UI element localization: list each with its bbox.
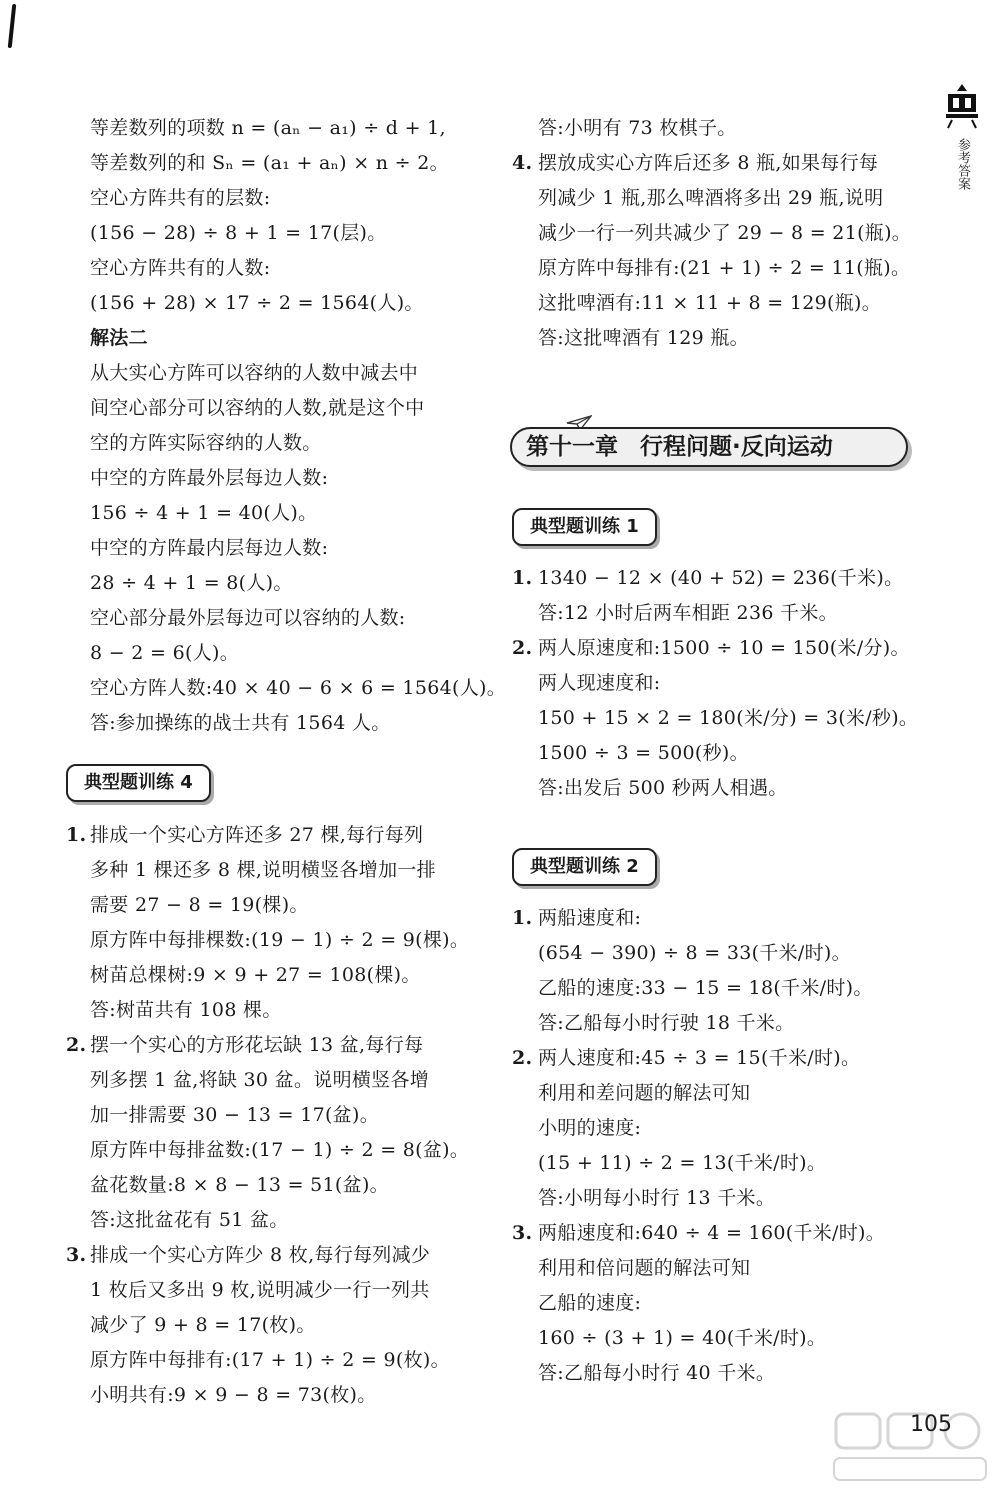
answer-line: 答:12 小时后两车相距 236 千米。 xyxy=(538,602,838,624)
text-line: 原方阵中每排棵数:(19 − 1) ÷ 2 = 9(棵)。 xyxy=(90,929,470,951)
text-line: 空心部分最外层每边可以容纳的人数: xyxy=(90,607,406,629)
text-line: 28 ÷ 4 + 1 = 8(人)。 xyxy=(90,572,293,594)
item-number: 3. xyxy=(66,1244,87,1266)
chapter-heading xyxy=(510,427,908,467)
formula-line: 等差数列的项数 n = (aₙ − a₁) ÷ d + 1, xyxy=(90,117,446,139)
text-line: (156 − 28) ÷ 8 + 1 = 17(层)。 xyxy=(90,222,387,244)
text-line: 8 − 2 = 6(人)。 xyxy=(90,642,239,664)
text-line: 中空的方阵最内层每边人数: xyxy=(90,537,329,559)
text-line: 156 ÷ 4 + 1 = 40(人)。 xyxy=(90,502,318,524)
text-line: 中空的方阵最外层每边人数: xyxy=(90,467,329,489)
text-line: 间空心部分可以容纳的人数,就是这个中 xyxy=(90,397,425,419)
text-line: 两人原速度和:1500 ÷ 10 = 150(米/分)。 xyxy=(538,637,910,659)
chapter-number: 第十一章 xyxy=(526,434,618,460)
text-line: 摆一个实心的方形花坛缺 13 盆,每行每 xyxy=(90,1034,424,1056)
section-title-2: 典型题训练 2 xyxy=(512,848,657,886)
text-line: 从大实心方阵可以容纳的人数中减去中 xyxy=(90,362,419,384)
text-line: 两人速度和:45 ÷ 3 = 15(千米/时)。 xyxy=(538,1047,861,1069)
text-line: 1500 ÷ 3 = 500(秒)。 xyxy=(538,742,749,764)
text-line: 乙船的速度:33 − 15 = 18(千米/时)。 xyxy=(538,977,873,999)
item-number: 1. xyxy=(66,824,87,846)
text-line: 两人现速度和: xyxy=(538,672,661,694)
text-line: 列减少 1 瓶,那么啤酒将多出 29 瓶,说明 xyxy=(538,187,884,209)
text-line: 树苗总棵树:9 × 9 + 27 = 108(棵)。 xyxy=(90,964,421,986)
item-number: 2. xyxy=(66,1034,87,1056)
text-line: 空心方阵共有的人数: xyxy=(90,257,271,279)
text-line: 排成一个实心方阵还多 27 棵,每行每列 xyxy=(90,824,424,846)
text-line: 利用和倍问题的解法可知 xyxy=(538,1257,751,1279)
item-number: 1. xyxy=(512,567,533,589)
text-line: 原方阵中每排盆数:(17 − 1) ÷ 2 = 8(盆)。 xyxy=(90,1139,470,1161)
chapter-title: 行程问题·反向运动 xyxy=(640,434,833,460)
answer-line: 答:小明有 73 枚棋子。 xyxy=(538,117,737,139)
text-line: 利用和差问题的解法可知 xyxy=(538,1082,751,1104)
formula-line: 等差数列的和 Sₙ = (a₁ + aₙ) × n ÷ 2。 xyxy=(90,152,449,174)
text-line: 160 ÷ (3 + 1) = 40(千米/时)。 xyxy=(538,1327,827,1349)
text-line: (156 + 28) × 17 ÷ 2 = 1564(人)。 xyxy=(90,292,424,314)
text-line: 需要 27 − 8 = 19(棵)。 xyxy=(90,894,309,916)
text-line: 乙船的速度: xyxy=(538,1292,642,1314)
text-line: 小明的速度: xyxy=(538,1117,642,1139)
answer-line: 答:乙船每小时行驶 18 千米。 xyxy=(538,1012,795,1034)
text-line: 空心方阵人数:40 × 40 − 6 × 6 = 1564(人)。 xyxy=(90,677,507,699)
text-line: (654 − 390) ÷ 8 = 33(千米/时)。 xyxy=(538,942,851,964)
text-line: 1340 − 12 × (40 + 52) = 236(千米)。 xyxy=(538,567,904,589)
item-number: 3. xyxy=(512,1222,533,1244)
text-line: 两船速度和:640 ÷ 4 = 160(千米/时)。 xyxy=(538,1222,886,1244)
edge-mark xyxy=(8,4,17,48)
text-line: 这批啤酒有:11 × 11 + 8 = 129(瓶)。 xyxy=(538,292,882,314)
text-line: 盆花数量:8 × 8 − 13 = 51(盆)。 xyxy=(90,1174,389,1196)
item-number: 2. xyxy=(512,637,533,659)
answer-line: 答:出发后 500 秒两人相遇。 xyxy=(538,777,788,799)
item-number: 2. xyxy=(512,1047,533,1069)
answer-line: 答:参加操练的战士共有 1564 人。 xyxy=(90,712,391,734)
text-line: 摆放成实心方阵后还多 8 瓶,如果每行每 xyxy=(538,152,879,174)
text-line: 小明共有:9 × 9 − 8 = 73(枚)。 xyxy=(90,1384,377,1406)
side-label: 参考答案 xyxy=(955,138,970,190)
text-line: 空的方阵实际容纳的人数。 xyxy=(90,432,322,454)
text-line: 多种 1 棵还多 8 棵,说明横竖各增加一排 xyxy=(90,859,436,881)
text-line: 空心方阵共有的层数: xyxy=(90,187,271,209)
answer-line: 答:这批啤酒有 129 瓶。 xyxy=(538,327,749,349)
section-title-4: 典型题训练 4 xyxy=(66,764,211,802)
text-line: 排成一个实心方阵少 8 枚,每行每列减少 xyxy=(90,1244,431,1266)
item-number: 1. xyxy=(512,907,533,929)
answer-line: 答:乙船每小时行 40 千米。 xyxy=(538,1362,776,1384)
text-line: (15 + 11) ÷ 2 = 13(千米/时)。 xyxy=(538,1152,827,1174)
item-number: 4. xyxy=(512,152,533,174)
answer-line: 答:树苗共有 108 棵。 xyxy=(90,999,282,1021)
answer-line: 答:小明每小时行 13 千米。 xyxy=(538,1187,776,1209)
text-line: 1 枚后又多出 9 枚,说明减少一行一列共 xyxy=(90,1279,430,1301)
text-line: 两船速度和: xyxy=(538,907,642,929)
text-line: 减少了 9 + 8 = 17(枚)。 xyxy=(90,1314,316,1336)
method-heading: 解法二 xyxy=(90,327,148,349)
text-line: 原方阵中每排有:(17 + 1) ÷ 2 = 9(枚)。 xyxy=(90,1349,450,1371)
text-line: 列多摆 1 盆,将缺 30 盆。说明横竖各增 xyxy=(90,1069,430,1091)
text-line: 加一排需要 30 − 13 = 17(盆)。 xyxy=(90,1104,379,1126)
text-line: 150 + 15 × 2 = 180(米/分) = 3(米/秒)。 xyxy=(538,707,919,729)
section-title-1: 典型题训练 1 xyxy=(512,508,657,546)
answer-line: 答:这批盆花有 51 盆。 xyxy=(90,1209,289,1231)
text-line: 原方阵中每排有:(21 + 1) ÷ 2 = 11(瓶)。 xyxy=(538,257,911,279)
text-line: 减少一行一列共减少了 29 − 8 = 21(瓶)。 xyxy=(538,222,912,244)
book-icon xyxy=(944,82,980,130)
page-number: 105 xyxy=(910,1412,952,1437)
